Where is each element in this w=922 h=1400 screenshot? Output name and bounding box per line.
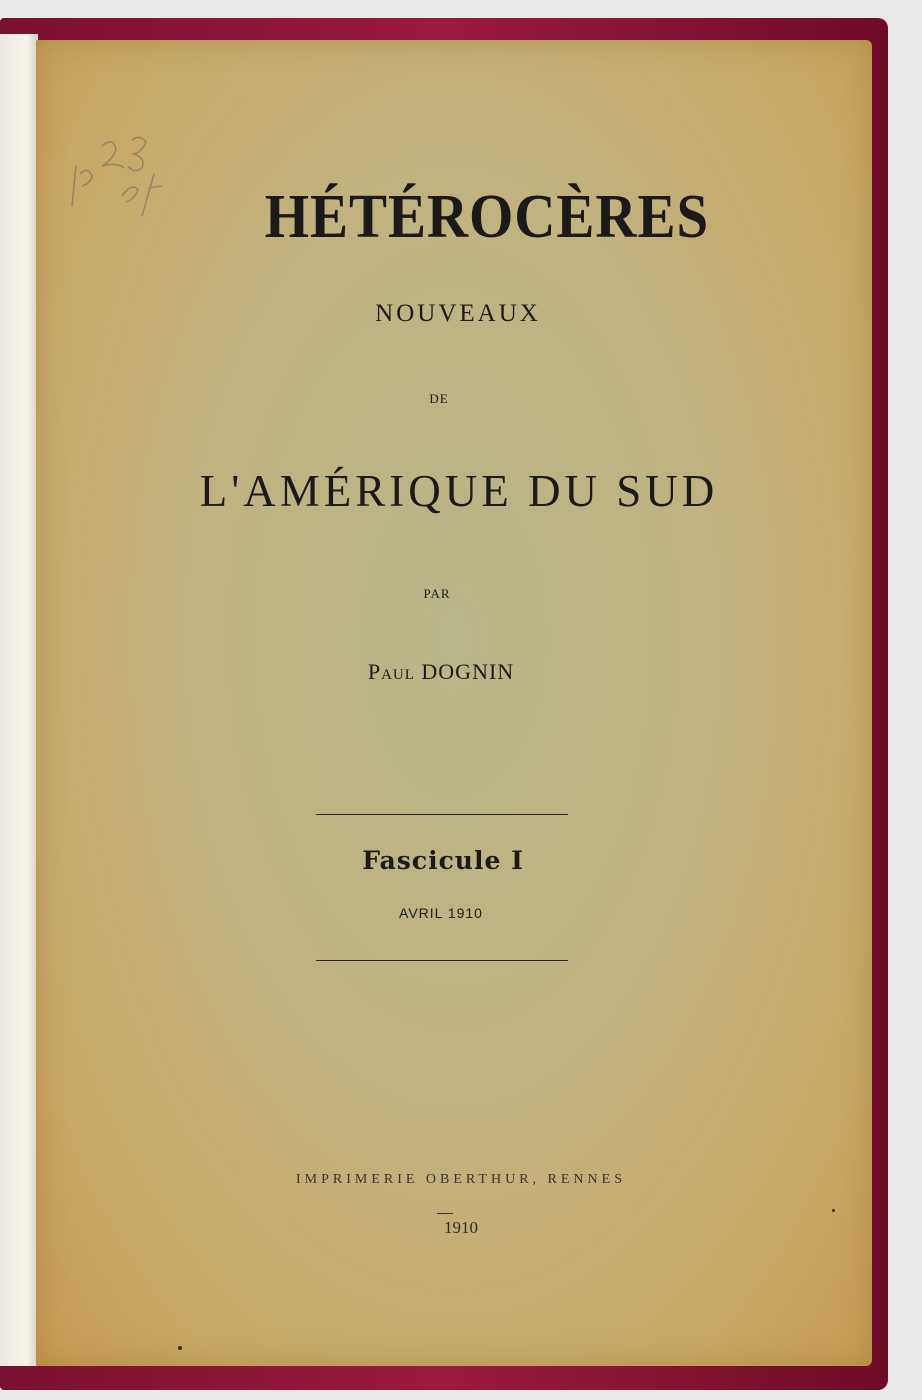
- by-label: PAR: [423, 586, 451, 601]
- author-name: [0, 659, 902, 685]
- paper-speck: [832, 1209, 835, 1212]
- subtitle-nouveaux: NOUVEAUX: [375, 300, 541, 327]
- subtitle-de: DE: [429, 391, 449, 406]
- issue-date: AVRIL 1910: [399, 905, 483, 921]
- bottom-rule: [316, 960, 568, 961]
- printer-imprint: IMPRIMERIE OBERTHUR, RENNES: [295, 1172, 626, 1187]
- publication-year: 1910: [444, 1218, 478, 1237]
- subtitle-amerique: L'AMÉRIQUE DU SUD: [199, 466, 719, 516]
- author-last-name: DOGNIN: [421, 659, 515, 684]
- page-title: HÉTÉROCÈRES: [264, 183, 710, 251]
- imprint-dash: [437, 1213, 453, 1214]
- paper-speck: [178, 1346, 182, 1350]
- endpaper: [0, 34, 38, 1366]
- author-first-name: Paul: [367, 659, 415, 684]
- top-rule: [316, 814, 568, 815]
- fascicule-label: Fascicule I: [362, 846, 524, 875]
